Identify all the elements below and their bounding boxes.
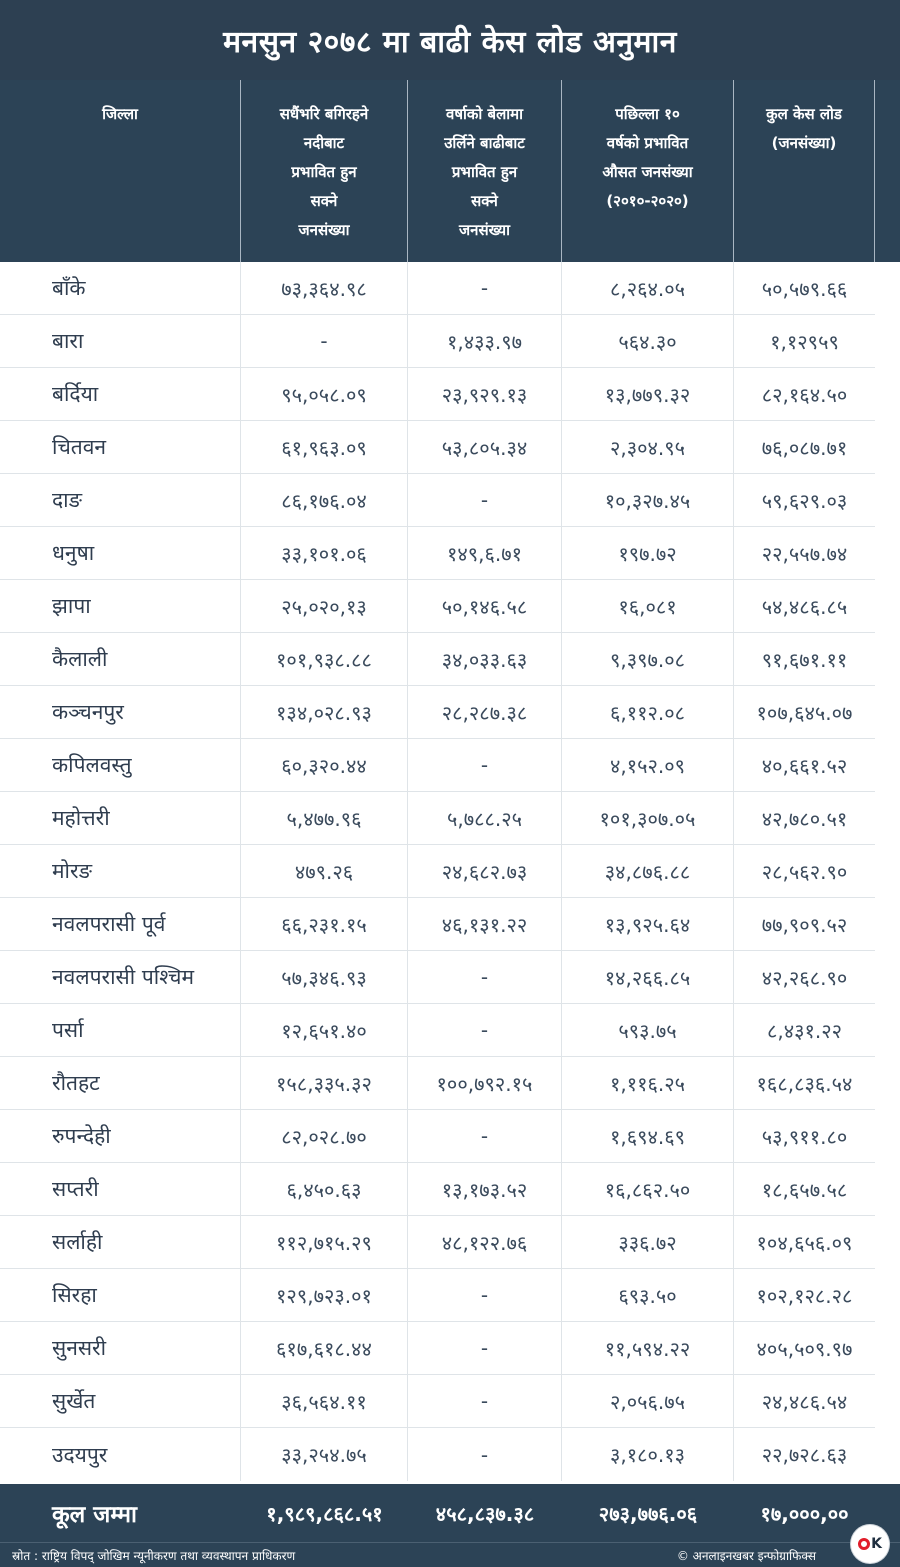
- total-cell: ४५८,८३७.३८: [435, 1501, 535, 1526]
- table-row: [0, 1428, 900, 1481]
- value-cell: ८,२६४.०५: [562, 262, 734, 315]
- value-cell: १४,२६६.८५: [562, 951, 734, 1004]
- value-cell: १०१,३०७.०५: [562, 792, 734, 845]
- table-row: [0, 1163, 900, 1216]
- value-cell: २४,४८६.५४: [734, 1375, 875, 1428]
- district-name: बाँके: [0, 262, 241, 315]
- district-name: बारा: [0, 315, 241, 368]
- value-cell: ६६,२३१.१५: [241, 898, 408, 951]
- value-cell: १६८,८३६.५४: [734, 1057, 875, 1110]
- value-cell: ७३,३६४.९८: [241, 262, 408, 315]
- row-spacer: [875, 527, 900, 580]
- total-cell: २७३,७७६.०६: [598, 1501, 698, 1526]
- value-cell: १०२,१२८.२८: [734, 1269, 875, 1322]
- credit-text: © अनलाइनखबर इन्फोग्राफिक्स: [676, 1548, 816, 1563]
- row-spacer: [875, 792, 900, 845]
- row-spacer: [875, 1269, 900, 1322]
- value-cell: १,११६.२५: [562, 1057, 734, 1110]
- value-cell: १९७.७२: [562, 527, 734, 580]
- table-row: [0, 792, 900, 845]
- brand-logo[interactable]: [851, 1525, 889, 1563]
- table-row: [0, 1004, 900, 1057]
- value-cell: ४२,२६८.९०: [734, 951, 875, 1004]
- value-cell: १८,६५७.५८: [734, 1163, 875, 1216]
- value-cell: ५९३.७५: [562, 1004, 734, 1057]
- table-row: [0, 315, 900, 368]
- value-cell: ५६४.३०: [562, 315, 734, 368]
- table-row: [0, 845, 900, 898]
- value-cell: ४८,१२२.७६: [408, 1216, 562, 1269]
- value-cell: ५९,६२९.०३: [734, 474, 875, 527]
- table-row: [0, 686, 900, 739]
- logo-o-icon: [858, 1538, 870, 1550]
- value-cell: ४७९.२६: [241, 845, 408, 898]
- value-cell: ६१७,६१८.४४: [241, 1322, 408, 1375]
- district-name: मोरङ: [0, 845, 241, 898]
- table-row: [0, 898, 900, 951]
- value-cell: -: [408, 739, 562, 792]
- row-spacer: [875, 262, 900, 315]
- value-cell: १,४३३.९७: [408, 315, 562, 368]
- page-title: मनसुन २०७८ मा बाढी केस लोड अनुमान: [223, 24, 677, 60]
- table-row: [0, 1110, 900, 1163]
- value-cell: २४,६८२.७३: [408, 845, 562, 898]
- header-total-case-load: कुल केस लोड (जनसंख्या): [734, 80, 875, 262]
- district-name: कपिलवस्तु: [0, 739, 241, 792]
- value-cell: ५,७८८.२५: [408, 792, 562, 845]
- district-name: सुनसरी: [0, 1322, 241, 1375]
- value-cell: ११२,७१५.२९: [241, 1216, 408, 1269]
- district-name: नवलपरासी पश्चिम: [0, 951, 241, 1004]
- value-cell: १५८,३३५.३२: [241, 1057, 408, 1110]
- total-cell: १,९८९,८६८.५१: [266, 1501, 383, 1526]
- header-district: जिल्ला: [0, 80, 241, 262]
- value-cell: -: [408, 262, 562, 315]
- value-cell: १०,३२७.४५: [562, 474, 734, 527]
- value-cell: १२,६५१.४०: [241, 1004, 408, 1057]
- value-cell: २२,७२८.६३: [761, 1443, 848, 1467]
- value-cell: १४९,६.७१: [408, 527, 562, 580]
- total-row: [0, 1484, 900, 1542]
- value-cell: १००,७९२.१५: [408, 1057, 562, 1110]
- value-cell: -: [408, 951, 562, 1004]
- district-name: रौतहट: [0, 1057, 241, 1110]
- row-spacer: [875, 580, 900, 633]
- value-cell: ५४,४८६.८५: [734, 580, 875, 633]
- row-spacer: [875, 1057, 900, 1110]
- value-cell: २,३०४.९५: [562, 421, 734, 474]
- value-cell: ४२,७८०.५१: [734, 792, 875, 845]
- value-cell: १,१२९५९: [734, 315, 875, 368]
- value-cell: १३,१७३.५२: [408, 1163, 562, 1216]
- value-cell: ५३,९११.८०: [734, 1110, 875, 1163]
- value-cell: ३३,२५४.७५: [241, 1428, 408, 1481]
- row-spacer: [875, 315, 900, 368]
- district-name: धनुषा: [0, 527, 241, 580]
- row-spacer: [875, 368, 900, 421]
- value-cell: ८६,१७६.०४: [241, 474, 408, 527]
- header-spacer: [875, 80, 900, 262]
- row-spacer: [875, 1110, 900, 1163]
- district-name: रुपन्देही: [0, 1110, 241, 1163]
- district-name: सप्तरी: [0, 1163, 241, 1216]
- value-cell: ५,४७७.९६: [241, 792, 408, 845]
- district-name: नवलपरासी पूर्व: [0, 898, 241, 951]
- value-cell: ६९३.५०: [562, 1269, 734, 1322]
- value-cell: ४०५,५०९.९७: [734, 1322, 875, 1375]
- row-spacer: [875, 1428, 900, 1481]
- value-cell: ५०,१४६.५८: [408, 580, 562, 633]
- table-row: [0, 1375, 900, 1428]
- table-row: [0, 421, 900, 474]
- footer: [0, 1542, 900, 1567]
- value-cell: ३४,८७६.८८: [562, 845, 734, 898]
- total-label: कूल जम्मा: [52, 1502, 137, 1528]
- value-cell: ३४,०३३.६३: [408, 633, 562, 686]
- value-cell: ८२,०२८.७०: [241, 1110, 408, 1163]
- value-cell: ७७,९०९.५२: [734, 898, 875, 951]
- row-spacer: [875, 1163, 900, 1216]
- district-name: उदयपुर: [0, 1428, 241, 1481]
- table-row: [0, 633, 900, 686]
- value-cell: ११,५९४.२२: [562, 1322, 734, 1375]
- value-cell: २८,२८७.३८: [408, 686, 562, 739]
- district-name: महोत्तरी: [0, 792, 241, 845]
- table-row: [0, 527, 900, 580]
- value-cell: ४,१५२.०९: [562, 739, 734, 792]
- value-cell: १२९,७२३.०१: [241, 1269, 408, 1322]
- title-bar: [0, 0, 900, 80]
- value-cell: ३६,५६४.११: [241, 1375, 408, 1428]
- row-spacer: [875, 898, 900, 951]
- header-ten-year-average: पछिल्ला १० वर्षको प्रभावित औसत जनसंख्या (२०१०-२०२०): [562, 80, 734, 262]
- value-cell: १०४,६५६.०९: [734, 1216, 875, 1269]
- table-row: [0, 951, 900, 1004]
- value-cell: ७६,०८७.७१: [734, 421, 875, 474]
- header-monsoon-flood: वर्षाको बेलामा उर्लिने बाढीबाट प्रभावित हुन सक्ने जनसंख्या: [408, 80, 562, 262]
- value-cell: २८,५६२.९०: [734, 845, 875, 898]
- table-row: [0, 739, 900, 792]
- value-cell: ६,११२.०८: [562, 686, 734, 739]
- value-cell: ४६,१३१.२२: [408, 898, 562, 951]
- value-cell: ९,३९७.०८: [562, 633, 734, 686]
- district-name: कैलाली: [0, 633, 241, 686]
- value-cell: १६,८६२.५०: [562, 1163, 734, 1216]
- header-perennial-river: सधैंभरि बगिरहने नदीबाट प्रभावित हुन सक्ने जनसंख्या: [241, 80, 408, 262]
- row-spacer: [875, 951, 900, 1004]
- table-row: [0, 1216, 900, 1269]
- district-name: सुर्खेत: [0, 1375, 241, 1428]
- value-cell: ३३६.७२: [562, 1216, 734, 1269]
- value-cell: २५,०२०,१३: [241, 580, 408, 633]
- row-spacer: [875, 1216, 900, 1269]
- value-cell: -: [408, 1110, 562, 1163]
- value-cell: १०१,९३८.८८: [241, 633, 408, 686]
- value-cell: ५३,८०५.३४: [408, 421, 562, 474]
- district-name: झापा: [0, 580, 241, 633]
- row-spacer: [875, 474, 900, 527]
- row-spacer: [875, 1004, 900, 1057]
- source-text: स्रोत : राष्ट्रिय विपद् जोखिम न्यूनीकरण तथा व्यवस्थापन प्राधिकरण: [12, 1548, 296, 1563]
- district-name: चितवन: [0, 421, 241, 474]
- value-cell: ६१,९६३.०९: [241, 421, 408, 474]
- value-cell: -: [408, 474, 562, 527]
- value-cell: ३३,१०१.०६: [241, 527, 408, 580]
- district-name: दाङ: [0, 474, 241, 527]
- district-name: पर्सा: [0, 1004, 241, 1057]
- district-name: कञ्चनपुर: [0, 686, 241, 739]
- value-cell: -: [408, 1375, 562, 1428]
- value-cell: -: [408, 1322, 562, 1375]
- table-row: [0, 1322, 900, 1375]
- table-row: [0, 1269, 900, 1322]
- table-row: [0, 580, 900, 633]
- value-cell: ३,१८०.१३: [562, 1428, 734, 1481]
- total-cell: १७,०००,००: [760, 1501, 849, 1526]
- table-row: [0, 262, 900, 315]
- district-name: सर्लाही: [0, 1216, 241, 1269]
- value-cell: -: [408, 1269, 562, 1322]
- value-cell: -: [408, 1428, 562, 1481]
- value-cell: १३४,०२८.९३: [241, 686, 408, 739]
- value-cell: ५७,३४६.९३: [241, 951, 408, 1004]
- logo-k-letter: K: [871, 1536, 882, 1552]
- table-header: [0, 80, 900, 262]
- row-spacer: [875, 845, 900, 898]
- value-cell: ८२,१६४.५०: [734, 368, 875, 421]
- table-row: [0, 368, 900, 421]
- value-cell: २३,९२९.१३: [408, 368, 562, 421]
- value-cell: १३,७७९.३२: [562, 368, 734, 421]
- value-cell: १३,९२५.६४: [562, 898, 734, 951]
- table-row: [0, 474, 900, 527]
- table-body: [0, 262, 900, 1481]
- row-spacer: [875, 1322, 900, 1375]
- value-cell: ९१,६७१.११: [734, 633, 875, 686]
- value-cell: १,६९४.६९: [562, 1110, 734, 1163]
- district-name: बर्दिया: [0, 368, 241, 421]
- value-cell: ४०,६६१.५२: [734, 739, 875, 792]
- value-cell: २,०५६.७५: [562, 1375, 734, 1428]
- value-cell: ९५,०५८.०९: [241, 368, 408, 421]
- table-row: [0, 1057, 900, 1110]
- value-cell: ५०,५७९.६६: [734, 262, 875, 315]
- value-cell: -: [408, 1004, 562, 1057]
- value-cell: -: [241, 315, 408, 368]
- value-cell: ६,४५०.६३: [241, 1163, 408, 1216]
- value-cell: ८,४३१.२२: [734, 1004, 875, 1057]
- value-cell: ६०,३२०.४४: [241, 739, 408, 792]
- value-cell: १६,०८१: [562, 580, 734, 633]
- value-cell: १०७,६४५.०७: [734, 686, 875, 739]
- value-cell: २२,५५७.७४: [734, 527, 875, 580]
- district-name: सिरहा: [0, 1269, 241, 1322]
- row-spacer: [875, 633, 900, 686]
- row-spacer: [875, 1375, 900, 1428]
- row-spacer: [875, 739, 900, 792]
- row-spacer: [875, 686, 900, 739]
- row-spacer: [875, 421, 900, 474]
